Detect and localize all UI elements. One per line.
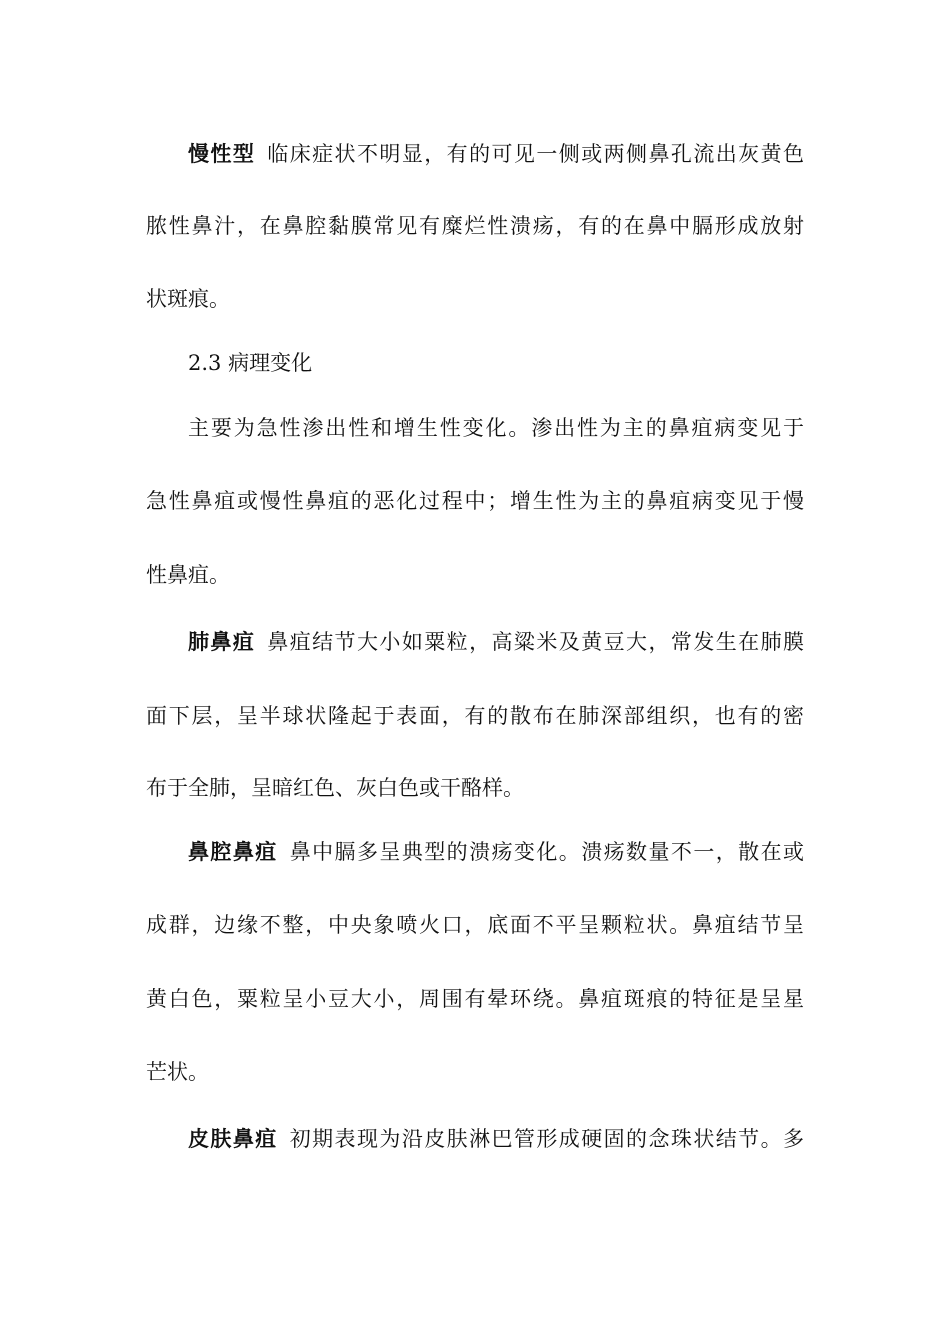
paragraph-line <box>188 838 804 866</box>
paragraph-line: 面下层，呈半球状隆起于表面，有的散布在肺深部组织，也有的密 <box>146 704 804 728</box>
paragraph-line: 布于全肺，呈暗红色、灰白色或干酪样。 <box>146 776 524 800</box>
paragraph-line: 脓性鼻汁，在鼻腔黏膜常见有糜烂性溃疡，有的在鼻中膈形成放射 <box>146 214 804 238</box>
paragraph-line: 性鼻疽。 <box>146 563 230 587</box>
section-heading: 2.3 病理变化 <box>188 351 313 375</box>
paragraph-text: 临床症状不明显，有的可见一侧或两侧鼻孔流出灰黄色 <box>267 142 805 166</box>
paragraph-line: 黄白色，粟粒呈小豆大小，周围有晕环绕。鼻疽斑痕的特征是呈星 <box>146 987 804 1011</box>
paragraph-line: 芒状。 <box>146 1060 209 1084</box>
paragraph-line: 急性鼻疽或慢性鼻疽的恶化过程中；增生性为主的鼻疽病变见于慢 <box>146 489 804 513</box>
section-term: 皮肤鼻疽 <box>188 1127 278 1151</box>
section-term: 鼻腔鼻疽 <box>188 840 278 864</box>
paragraph-text: 鼻中膈多呈典型的溃疡变化。溃疡数量不一，散在或 <box>289 840 805 864</box>
paragraph-line <box>188 628 804 656</box>
paragraph-line <box>188 1125 804 1153</box>
section-term: 慢性型 <box>188 142 256 166</box>
paragraph-text: 初期表现为沿皮肤淋巴管形成硬固的念珠状结节。多 <box>289 1127 805 1151</box>
paragraph-line: 成群，边缘不整，中央象喷火口，底面不平呈颗粒状。鼻疽结节呈 <box>146 913 804 937</box>
paragraph-line: 主要为急性渗出性和增生性变化。渗出性为主的鼻疽病变见于 <box>188 416 804 440</box>
section-term: 肺鼻疽 <box>188 630 256 654</box>
paragraph-text: 鼻疽结节大小如粟粒，高粱米及黄豆大，常发生在肺膜 <box>267 630 805 654</box>
paragraph-line <box>188 140 804 168</box>
paragraph-line: 状斑痕。 <box>146 287 230 311</box>
